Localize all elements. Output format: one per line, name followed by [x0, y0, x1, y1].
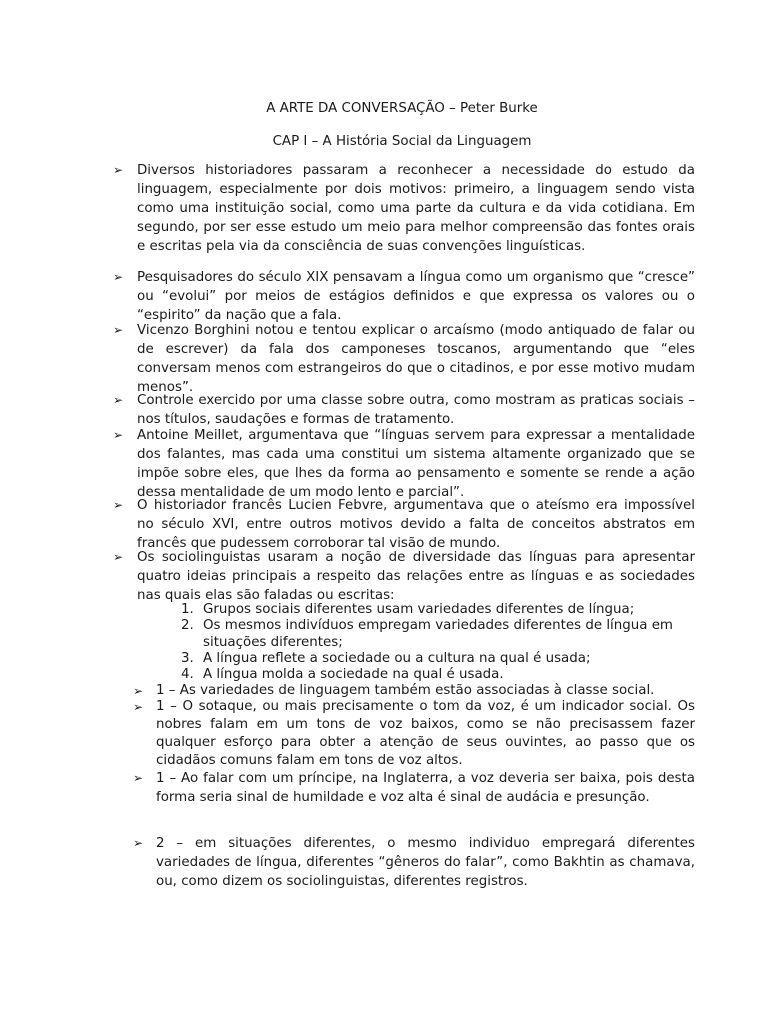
arrow-bullet-icon: ➢: [113, 550, 124, 564]
sub-list-item-text: 1 – As variedades de linguagem também estão associadas à classe social.: [156, 683, 655, 698]
numbered-item-text: A língua reflete a sociedade ou a cultura na qual é usada;: [203, 651, 591, 666]
list-item-text: Pesquisadores do século XIX pensavam a língua como um organismo que “cresce” ou “evolui” por meios de estágios definidos e que expressa os valores ou o “espirito” da nação que a fala.: [137, 270, 695, 323]
numbered-item-text: Grupos sociais diferentes usam variedades diferentes de língua;: [203, 602, 635, 617]
sub-list-item-text: 1 – O sotaque, ou mais precisamente o tom da voz, é um indicador social. Os nobres falam em um tons de voz baixos, como se não precisassem fazer qualquer esforço para obter a atenção de seus ouvintes, ao passo que os cidadãos comuns falam em tons de voz altos.: [156, 699, 695, 768]
item-number: 1.: [181, 602, 194, 617]
arrow-bullet-icon: ➢: [133, 700, 144, 714]
document-title: A ARTE DA CONVERSAÇÃO – Peter Burke: [266, 101, 538, 116]
list-item-text: Os sociolinguistas usaram a noção de diversidade das línguas para apresentar quatro ideias principais a respeito das relações entre as línguas e as sociedades nas quais elas são faladas ou escritas:: [137, 550, 695, 603]
arrow-bullet-icon: ➢: [113, 428, 124, 442]
arrow-bullet-icon: ➢: [113, 393, 124, 407]
item-number: 3.: [181, 651, 194, 666]
sub-list-item-text: 2 – em situações diferentes, o mesmo individuo empregará diferentes variedades de língua, diferentes “gêneros do falar”, como Bakhtin as chamava, ou, como dizem os sociolinguistas, diferentes registros.: [156, 836, 695, 889]
item-number: 4.: [181, 667, 194, 682]
arrow-bullet-icon: ➢: [133, 684, 144, 698]
arrow-bullet-icon: ➢: [113, 498, 124, 512]
numbered-item-text: A língua molda a sociedade na qual é usada.: [203, 667, 504, 682]
arrow-bullet-icon: ➢: [113, 163, 124, 177]
list-item-text: Vicenzo Borghini notou e tentou explicar o arcaísmo (modo antiquado de falar ou de escrever) da fala dos camponeses toscanos, argumentando que “eles conversam menos com estrangeiros do que o citadinos, e por esse motivo mudam menos”.: [137, 323, 695, 395]
list-item-text: Antoine Meillet, argumentava que “línguas servem para expressar a mentalidade dos falantes, mas cada uma constitui um sistema altamente organizado que se impõe sobre eles, que lhes da forma ao pensamento e somente se rende a ação dessa mentalidade de um modo lento e parcial”.: [137, 428, 695, 500]
chapter-title: CAP I – A História Social da Linguagem: [272, 134, 532, 149]
list-item-text: Controle exercido por uma classe sobre outra, como mostram as praticas sociais – nos títulos, saudações e formas de tratamento.: [137, 393, 695, 427]
sub-list-item-text: 1 – Ao falar com um príncipe, na Inglaterra, a voz deveria ser baixa, pois desta forma seria sinal de humildade e voz alta é sinal de audácia e presunção.: [156, 771, 695, 805]
arrow-bullet-icon: ➢: [113, 323, 124, 337]
arrow-bullet-icon: ➢: [133, 836, 144, 850]
item-number: 2.: [181, 618, 194, 633]
list-item-text: Diversos historiadores passaram a reconhecer a necessidade do estudo da linguagem, especialmente por dois motivos: primeiro, a linguagem sendo vista como uma instituição social, como uma parte da cultura e da vida cotidiana. Em segundo, por ser esse estudo um meio para melhor compreensão das fontes orais e escritas pela via da consciência de suas convenções linguísticas.: [137, 163, 695, 254]
arrow-bullet-icon: ➢: [113, 270, 124, 284]
numbered-item-text: Os mesmos indivíduos empregam variedades diferentes de língua em situações diferentes;: [203, 618, 673, 650]
arrow-bullet-icon: ➢: [133, 771, 144, 785]
list-item-text: O historiador francês Lucien Febvre, argumentava que o ateísmo era impossível no século XVI, entre outros motivos devido a falta de conceitos abstratos em francês que pudessem corroborar tal visão de mundo.: [137, 498, 695, 551]
